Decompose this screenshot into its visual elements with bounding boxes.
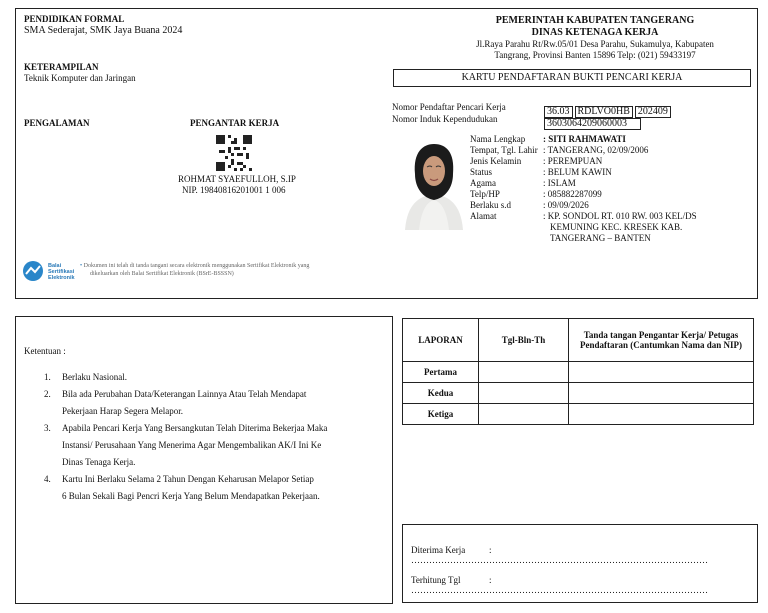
table-row [403, 362, 754, 383]
label-berlaku: Berlaku s.d [470, 200, 511, 210]
ketentuan-item: Dinas Tenaga Kerja. [62, 457, 136, 467]
value-alamat-2: KEMUNING KEC. KRESEK KAB. [550, 222, 683, 232]
ketentuan-title: Ketentuan : [24, 346, 66, 356]
label-agama: Agama [470, 178, 496, 188]
qr-code [216, 135, 252, 171]
ketentuan-item: 4. Kartu Ini Berlaku Selama 2 Tahun Dengan Keharusan Melapor Setiap [44, 474, 314, 484]
laporan-table-wrap [402, 318, 754, 425]
government-header [440, 15, 750, 61]
row-signature-cell[interactable] [569, 404, 754, 425]
value-jenis-kelamin: : PEREMPUAN [543, 156, 603, 166]
card-title: KARTU PENDAFTARAN BUKTI PENCARI KERJA [393, 69, 751, 87]
ketentuan-item: Instansi/ Perusahaan Yang Menerima Agar Mengembalikan AK/I Ini Ke [62, 440, 322, 450]
penerimaan-box [402, 524, 758, 603]
value-status: : BELUM KAWIN [543, 167, 612, 177]
label-ttl: Tempat, Tgl. Lahir [470, 145, 538, 155]
nomor-pendaftar-value: 36.03 RDLVO0HB 202409 [544, 101, 673, 119]
row-signature-cell[interactable] [569, 383, 754, 404]
row-date-cell[interactable] [479, 362, 569, 383]
value-berlaku: : 09/09/2026 [543, 200, 589, 210]
gov-line-4: Tangrang, Provinsi Banten 15896 Telp: (021) 59433197 [494, 50, 696, 60]
terhitung-label: Terhitung Tgl [411, 575, 461, 585]
ketentuan-item: 6 Bulan Sekali Bagi Pencri Kerja Yang Belum Mendapatkan Pekerjaan. [62, 491, 320, 501]
value-alamat: : KP. SONDOL RT. 010 RW. 003 KEL/DS [543, 211, 697, 221]
officer-name: ROHMAT SYAEFULLOH, S.IP [178, 174, 296, 184]
bsre-brand: Balai Sertifikasi Elektronik [48, 263, 75, 281]
nik-value: 3603064209060003 [544, 113, 643, 131]
bsre-note: • Dokumen ini telah di tanda tangani secara elektronik menggunakan Sertifikat Elektronik yang dikeluarkan oleh Balai Sertifikat Elektronik (BSrE-BSSSN) [80, 263, 310, 277]
value-alamat-3: TANGERANG – BANTEN [550, 233, 651, 243]
ketentuan-item: 3. Apabila Pencari Kerja Yang Bersangkutan Telah Diterima Bekerjaa Maka [44, 423, 328, 433]
terhitung-row [411, 575, 757, 595]
label-status: Status [470, 167, 493, 177]
row-label: Ketiga [403, 404, 479, 425]
row-label: Pertama [403, 362, 479, 383]
ketentuan-item: 2. Bila ada Perubahan Data/Keterangan Lainnya Atau Telah Mendapat [44, 389, 307, 399]
pengalaman-title: PENGALAMAN [24, 118, 90, 128]
header-tanggal: Tgl-Bln-Th [479, 319, 569, 362]
header-laporan: LAPORAN [403, 319, 479, 362]
applicant-photo [401, 134, 467, 230]
gov-line-3: Jl.Raya Parahu Rt/Rw.05/01 Desa Parahu, Sukamulya, Kabupaten [476, 39, 714, 49]
ketentuan-list [44, 369, 374, 505]
nomor-pendaftar-label: Nomor Pendaftar Pencari Kerja [392, 102, 506, 112]
nik-label: Nomor Induk Kependudukan [392, 114, 498, 124]
header-tanda-tangan: Tanda tangan Pengantar Kerja/ Petugas Pendaftaran (Cantumkan Nama dan NIP) [569, 319, 754, 362]
pendidikan-title: PENDIDIKAN FORMAL [24, 14, 125, 24]
row-date-cell[interactable] [479, 404, 569, 425]
value-agama: : ISLAM [543, 178, 576, 188]
terhitung-value: : ……………………………………………………………………………………… [411, 575, 708, 595]
ketentuan-item: 1. Berlaku Nasional. [44, 372, 127, 382]
diterima-value: : ……………………………………………………………………………………… [411, 545, 708, 565]
label-alamat: Alamat [470, 211, 497, 221]
keterampilan-value: Teknik Komputer dan Jaringan [24, 73, 136, 83]
value-ttl: : TANGERANG, 02/09/2006 [543, 145, 649, 155]
personal-details [470, 134, 768, 244]
diterima-label: Diterima Kerja [411, 545, 466, 555]
value-telp: : 085882287099 [543, 189, 602, 199]
value-nama: : SITI RAHMAWATI [543, 134, 626, 144]
bsre-logo-icon [22, 260, 44, 282]
row-label: Kedua [403, 383, 479, 404]
diterima-row [411, 545, 757, 565]
table-row [403, 404, 754, 425]
pendidikan-value: SMA Sederajat, SMK Jaya Buana 2024 [24, 25, 183, 36]
gov-line-2: DINAS KETENAGA KERJA [531, 27, 659, 38]
label-jenis-kelamin: Jenis Kelamin [470, 156, 522, 166]
laporan-table [402, 318, 754, 425]
label-nama: Nama Lengkap [470, 134, 526, 144]
row-signature-cell[interactable] [569, 362, 754, 383]
row-date-cell[interactable] [479, 383, 569, 404]
pengantar-kerja-title: PENGANTAR KERJA [190, 118, 280, 128]
gov-line-1: PEMERINTAH KABUPATEN TANGERANG [495, 15, 695, 26]
table-row [403, 383, 754, 404]
ketentuan-item: Pekerjaan Harap Segera Melapor. [62, 406, 183, 416]
officer-nip: NIP. 19840816201001 1 006 [182, 185, 286, 195]
label-telp: Telp/HP [470, 189, 500, 199]
keterampilan-title: KETERAMPILAN [24, 62, 99, 72]
